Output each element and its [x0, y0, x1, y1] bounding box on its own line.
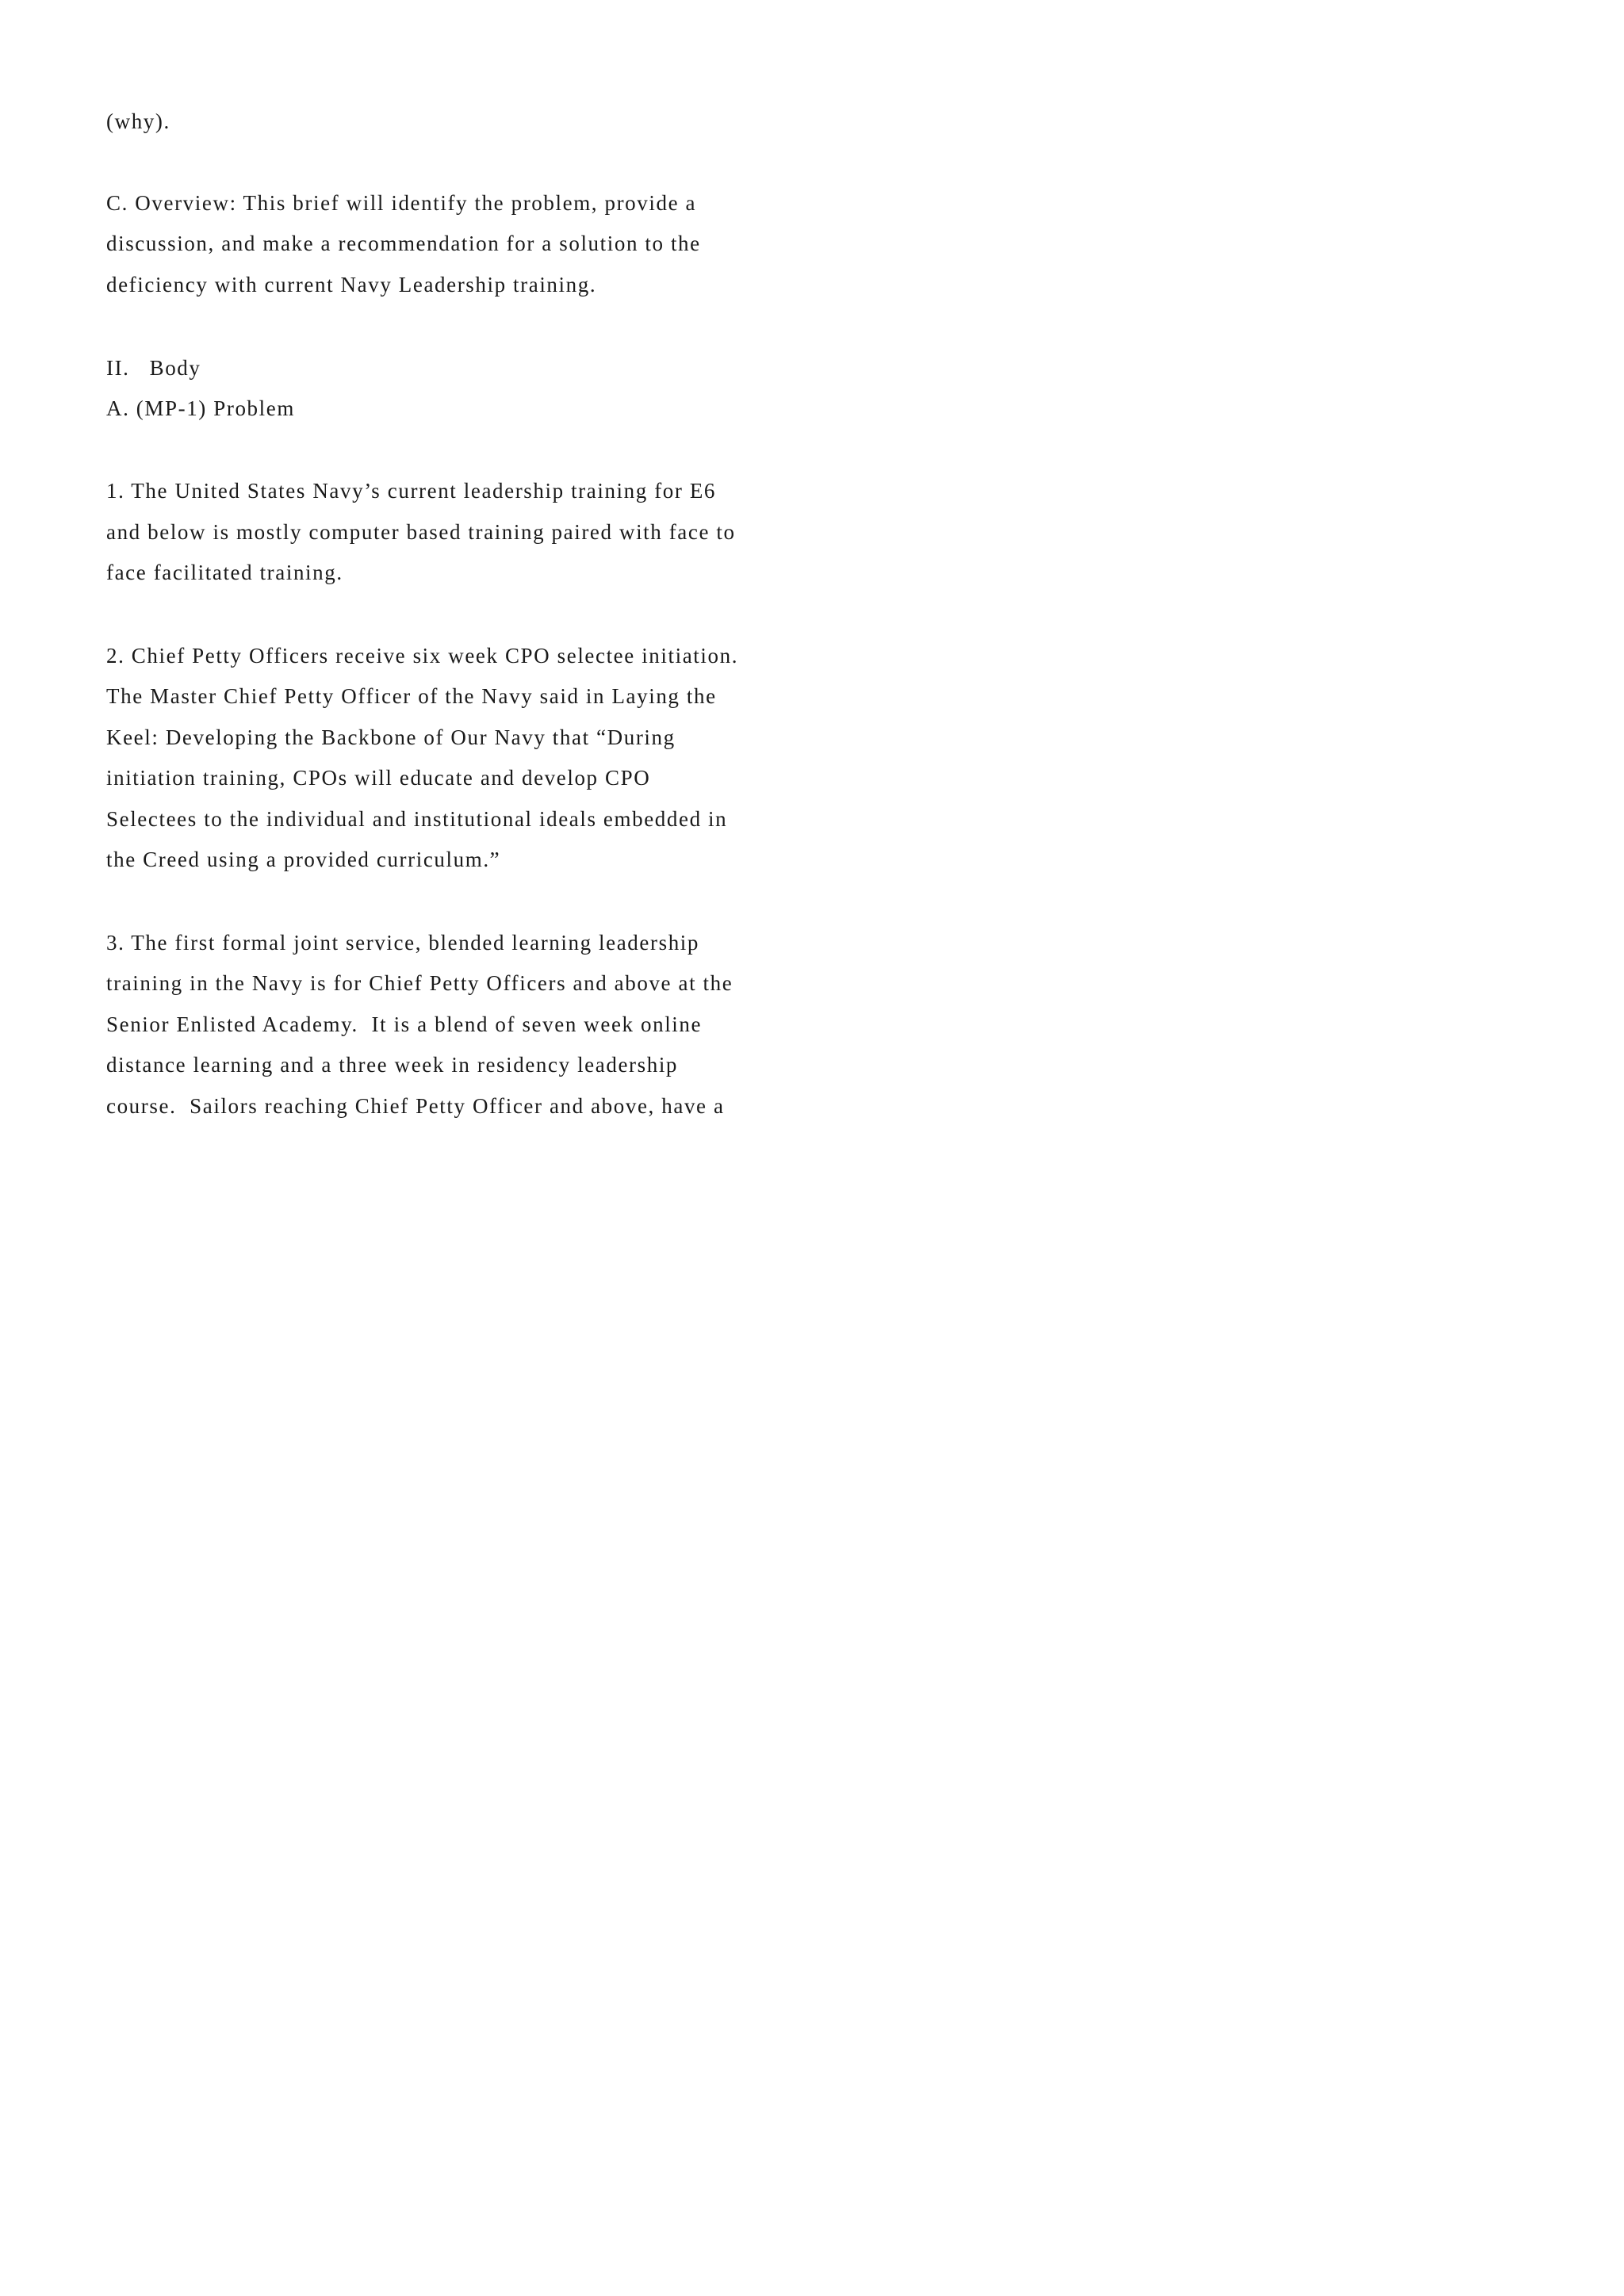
para2-line-2: The Master Chief Petty Officer of the Navy said in Laying the [106, 684, 717, 708]
document-page [0, 0, 872, 1233]
para1-line-2: and below is mostly computer based training paired with face to [106, 520, 736, 544]
overview-line-3: deficiency with current Navy Leadership training. [106, 273, 597, 297]
section-heading: II. Body [106, 356, 201, 380]
para2-line-1: 2. Chief Petty Officers receive six week CPO selectee initiation. [106, 644, 739, 668]
para3-line-1: 3. The first formal joint service, blended learning leadership [106, 931, 699, 955]
subheading: A. (MP-1) Problem [106, 396, 295, 420]
overview-line-1: C. Overview: This brief will identify the problem, provide a [106, 191, 697, 215]
para2-line-6: the Creed using a provided curriculum.” [106, 848, 501, 871]
para2-line-3: Keel: Developing the Backbone of Our Navy that “During [106, 725, 676, 749]
para3-line-2: training in the Navy is for Chief Petty Officers and above at the [106, 971, 733, 995]
overview-line-2: discussion, and make a recommendation for a solution to the [106, 232, 701, 255]
para1-line-1: 1. The United States Navy’s current leadership training for E6 [106, 479, 717, 503]
para3-line-5: course. Sailors reaching Chief Petty Officer and above, have a [106, 1094, 725, 1118]
para2-line-5: Selectees to the individual and institutional ideals embedded in [106, 807, 728, 831]
para3-line-3: Senior Enlisted Academy. It is a blend of seven week online [106, 1012, 703, 1036]
para2-line-4: initiation training, CPOs will educate and develop CPO [106, 766, 651, 790]
para1-line-3: face facilitated training. [106, 561, 343, 584]
para3-line-4: distance learning and a three week in residency leadership [106, 1053, 679, 1077]
intro-tail-text: (why). [106, 109, 170, 133]
